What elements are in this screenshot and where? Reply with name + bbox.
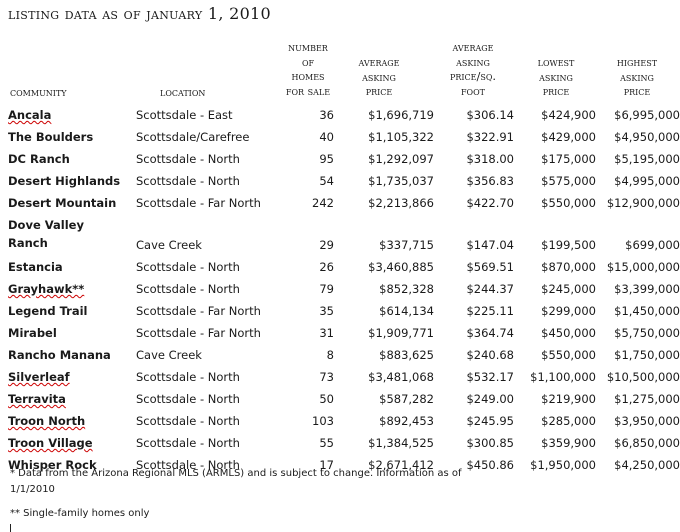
community-name: Silverleaf xyxy=(8,370,70,384)
cell-highest: $10,500,000 xyxy=(606,370,680,384)
cell-highest: $1,450,000 xyxy=(614,304,680,318)
table-row xyxy=(8,148,680,170)
table-row xyxy=(8,192,680,214)
cell-avg-sqft: $318.00 xyxy=(466,152,514,166)
cell-avg-sqft: $322.91 xyxy=(466,130,514,144)
cell-homes: 95 xyxy=(319,152,334,166)
cell-homes: 35 xyxy=(319,304,334,318)
table-row xyxy=(8,410,680,432)
cell-location: Scottsdale - North xyxy=(136,174,240,188)
cell-homes: 50 xyxy=(319,392,334,406)
header-location: location xyxy=(160,85,206,99)
cell-highest: $3,950,000 xyxy=(614,414,680,428)
cell-lowest: $550,000 xyxy=(541,196,596,210)
cell-avg-sqft: $240.68 xyxy=(466,348,514,362)
header-average-price xyxy=(342,55,416,99)
cell-homes: 55 xyxy=(319,436,334,450)
cell-community xyxy=(8,278,136,300)
cell-avg-sqft: $300.85 xyxy=(466,436,514,450)
table-row xyxy=(8,256,680,278)
cell-community: Legend Trail xyxy=(8,304,88,318)
page-title: listing data as of january 1, 2010 xyxy=(8,4,272,23)
header-line: asking xyxy=(620,69,654,84)
cell-lowest: $245,000 xyxy=(541,282,596,296)
cell-avg-price: $2,213,866 xyxy=(368,196,434,210)
header-line: price xyxy=(542,84,570,98)
cell-lowest: $1,950,000 xyxy=(530,458,596,472)
cell-homes: 79 xyxy=(319,282,334,296)
header-line: average xyxy=(358,55,400,69)
cell-location: Cave Creek xyxy=(136,348,202,362)
header-line: asking xyxy=(456,54,490,69)
cell-avg-price: $3,460,885 xyxy=(368,260,434,274)
cell-lowest: $429,000 xyxy=(541,130,596,144)
header-line: lowest xyxy=(537,55,575,69)
cell-highest: $4,995,000 xyxy=(614,174,680,188)
community-name-line: Ranch xyxy=(8,236,48,250)
community-name: Troon Village xyxy=(8,436,93,450)
cell-lowest: $285,000 xyxy=(541,414,596,428)
cell-location: Scottsdale - North xyxy=(136,260,240,274)
cell-community xyxy=(8,388,136,410)
header-line: price xyxy=(623,84,651,98)
cell-avg-price: $892,453 xyxy=(379,414,434,428)
header-line: price/sq. xyxy=(449,69,497,83)
cell-avg-sqft: $450.86 xyxy=(466,458,514,472)
cell-avg-price: $1,105,322 xyxy=(368,130,434,144)
table-row xyxy=(8,366,680,388)
cell-highest: $12,900,000 xyxy=(606,196,680,210)
cell-avg-sqft: $249.00 xyxy=(466,392,514,406)
table-row xyxy=(8,104,680,126)
cell-location: Scottsdale/Carefree xyxy=(136,130,250,144)
cell-location: Scottsdale - East xyxy=(136,108,233,122)
table-row xyxy=(8,214,680,256)
cell-avg-sqft: $569.51 xyxy=(466,260,514,274)
cell-avg-sqft: $225.11 xyxy=(466,304,514,318)
cell-homes: 242 xyxy=(312,196,334,210)
footnote-source: * Data from the Arizona Regional MLS (ARMLS) and is subject to change. Information as of 1/1/2010 xyxy=(10,468,462,495)
cell-lowest: $870,000 xyxy=(541,260,596,274)
header-line: average xyxy=(452,40,494,54)
cell-avg-sqft: $306.14 xyxy=(466,108,514,122)
header-highest-price xyxy=(598,55,676,99)
cell-avg-sqft: $147.04 xyxy=(466,238,514,252)
cell-community: Desert Mountain xyxy=(8,196,117,210)
cell-location: Scottsdale - North xyxy=(136,392,240,406)
cell-homes: 17 xyxy=(319,458,334,472)
cell-lowest: $575,000 xyxy=(541,174,596,188)
cell-avg-sqft: $356.83 xyxy=(466,174,514,188)
table-row xyxy=(8,344,680,366)
cell-lowest: $450,000 xyxy=(541,326,596,340)
cell-avg-price: $852,328 xyxy=(379,282,434,296)
cell-avg-price: $1,909,771 xyxy=(368,326,434,340)
header-line: foot xyxy=(460,83,485,98)
cell-community xyxy=(8,366,136,388)
cell-highest: $1,750,000 xyxy=(614,348,680,362)
cell-lowest: $219,900 xyxy=(541,392,596,406)
cell-location: Scottsdale - North xyxy=(136,414,240,428)
cell-community xyxy=(8,432,136,454)
cell-location: Scottsdale - North xyxy=(136,282,240,296)
community-name: Grayhawk** xyxy=(8,282,85,296)
cell-avg-sqft: $532.17 xyxy=(466,370,514,384)
cell-homes: 54 xyxy=(319,174,334,188)
cell-location: Scottsdale - Far North xyxy=(136,196,261,210)
cell-community: Desert Highlands xyxy=(8,174,121,188)
cell-lowest: $299,000 xyxy=(541,304,596,318)
cell-community xyxy=(8,410,136,432)
cell-lowest: $550,000 xyxy=(541,348,596,362)
footnote-single-family: ** Single-family homes only xyxy=(10,508,150,519)
cell-homes: 40 xyxy=(319,130,334,144)
cell-community: Whisper Rock xyxy=(8,458,97,472)
cell-avg-price: $1,735,037 xyxy=(368,174,434,188)
cell-location: Scottsdale - Far North xyxy=(136,326,261,340)
table-row xyxy=(8,388,680,410)
cell-homes: 36 xyxy=(319,108,334,122)
community-name: Terravita xyxy=(8,392,66,406)
cell-highest: $4,250,000 xyxy=(614,458,680,472)
cell-lowest: $1,100,000 xyxy=(530,370,596,384)
cell-homes: 29 xyxy=(319,238,334,252)
cell-homes: 103 xyxy=(312,414,334,428)
header-community: community xyxy=(10,85,67,99)
cell-highest: $5,195,000 xyxy=(614,152,680,166)
header-average-price-per-sqft xyxy=(432,40,514,98)
cell-lowest: $175,000 xyxy=(541,152,596,166)
cell-community: Estancia xyxy=(8,260,63,274)
cell-avg-price: $1,292,097 xyxy=(368,152,434,166)
header-number-of-homes xyxy=(272,40,344,98)
cell-community: Mirabel xyxy=(8,326,57,340)
table-row xyxy=(8,126,680,148)
cell-location: Scottsdale - Far North xyxy=(136,304,261,318)
table-row xyxy=(8,432,680,454)
cell-homes: 73 xyxy=(319,370,334,384)
header-line: homes xyxy=(291,69,325,83)
cell-avg-price: $883,625 xyxy=(379,348,434,362)
community-name: Ancala xyxy=(8,108,52,122)
community-name-line: Dove Valley xyxy=(8,218,84,232)
cell-community: Rancho Manana xyxy=(8,348,111,362)
cell-homes: 26 xyxy=(319,260,334,274)
cell-avg-price: $587,282 xyxy=(379,392,434,406)
cell-avg-price: $1,384,525 xyxy=(368,436,434,450)
cell-avg-price: $2,671,412 xyxy=(368,458,434,472)
cell-highest: $3,399,000 xyxy=(614,282,680,296)
cell-avg-sqft: $364.74 xyxy=(466,326,514,340)
cell-community xyxy=(8,214,136,256)
cell-highest: $6,995,000 xyxy=(614,108,680,122)
header-line: price xyxy=(365,84,393,98)
cell-community xyxy=(8,104,136,126)
cell-location: Scottsdale - North xyxy=(136,458,240,472)
cell-highest: $1,275,000 xyxy=(614,392,680,406)
community-name: Troon North xyxy=(8,414,86,428)
cell-avg-price: $614,134 xyxy=(379,304,434,318)
header-line: asking xyxy=(362,69,396,84)
header-line: number xyxy=(288,40,328,54)
table-row xyxy=(8,322,680,344)
cell-highest: $5,750,000 xyxy=(614,326,680,340)
cell-avg-sqft: $422.70 xyxy=(466,196,514,210)
listing-table xyxy=(8,104,680,476)
cell-location: Scottsdale - North xyxy=(136,370,240,384)
cell-location: Scottsdale - North xyxy=(136,436,240,450)
cell-community: DC Ranch xyxy=(8,152,70,166)
cell-homes: 8 xyxy=(326,348,334,362)
cell-highest: $6,850,000 xyxy=(614,436,680,450)
cell-homes: 31 xyxy=(319,326,334,340)
cell-lowest: $359,900 xyxy=(541,436,596,450)
table-row xyxy=(8,300,680,322)
cell-lowest: $199,500 xyxy=(541,238,596,252)
cell-avg-sqft: $245.95 xyxy=(466,414,514,428)
header-line: highest xyxy=(616,55,658,69)
cell-lowest: $424,900 xyxy=(541,108,596,122)
cell-avg-price: $3,481,068 xyxy=(368,370,434,384)
text-cursor xyxy=(10,524,11,532)
cell-avg-sqft: $244.37 xyxy=(466,282,514,296)
cell-location: Cave Creek xyxy=(136,238,202,252)
cell-community: The Boulders xyxy=(8,130,94,144)
header-line: asking xyxy=(539,69,573,84)
cell-highest: $15,000,000 xyxy=(606,260,680,274)
cell-avg-price: $337,715 xyxy=(379,238,434,252)
header-line: of xyxy=(301,54,315,69)
table-row xyxy=(8,170,680,192)
cell-highest: $699,000 xyxy=(625,238,680,252)
cell-location: Scottsdale - North xyxy=(136,152,240,166)
header-lowest-price xyxy=(520,55,592,99)
cell-highest: $4,950,000 xyxy=(614,130,680,144)
cell-avg-price: $1,696,719 xyxy=(368,108,434,122)
table-row xyxy=(8,278,680,300)
header-line: for sale xyxy=(285,83,331,98)
